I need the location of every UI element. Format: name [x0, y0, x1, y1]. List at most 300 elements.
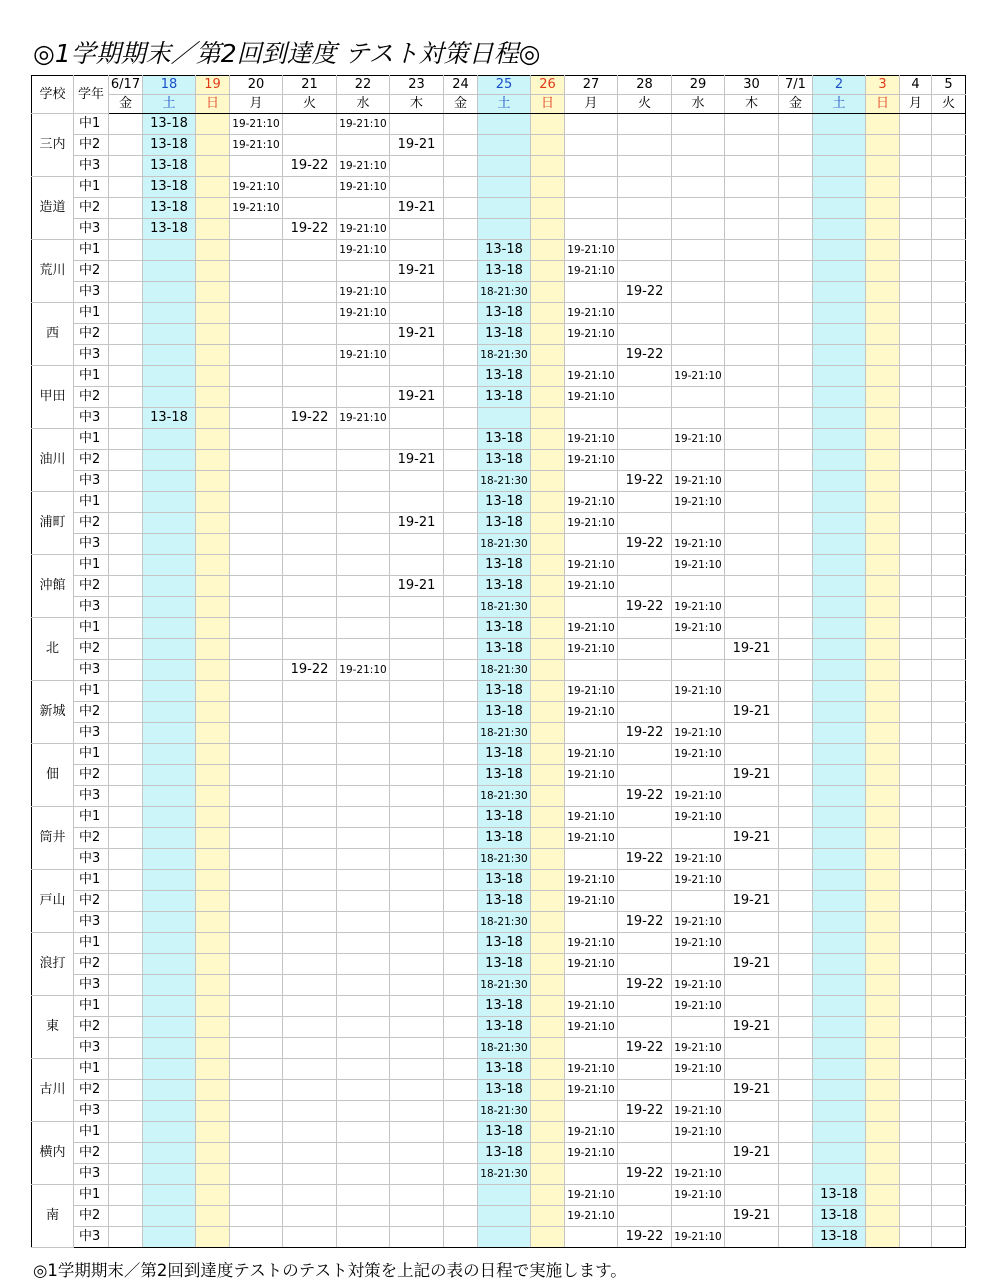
schedule-cell — [866, 954, 900, 975]
schedule-cell: 19-21:10 — [672, 1185, 725, 1206]
schedule-cell — [672, 639, 725, 660]
schedule-cell — [390, 408, 444, 429]
schedule-cell — [866, 156, 900, 177]
schedule-cell — [618, 744, 672, 765]
schedule-cell — [779, 975, 813, 996]
schedule-cell — [932, 198, 966, 219]
schedule-cell — [337, 702, 390, 723]
schedule-cell — [143, 345, 196, 366]
schedule-cell — [230, 912, 283, 933]
schedule-cell — [337, 1206, 390, 1227]
table-row — [32, 156, 966, 177]
schedule-cell — [230, 1017, 283, 1038]
schedule-cell — [813, 1059, 866, 1080]
schedule-cell — [779, 513, 813, 534]
schedule-cell: 19-21:10 — [565, 1122, 618, 1143]
schedule-cell: 19-22 — [283, 156, 337, 177]
schedule-cell: 13-18 — [478, 492, 531, 513]
schedule-cell — [109, 702, 143, 723]
schedule-cell: 19-21:10 — [672, 1227, 725, 1248]
grade-label: 中2 — [74, 1017, 109, 1038]
schedule-cell — [672, 135, 725, 156]
schedule-cell — [444, 366, 478, 387]
schedule-cell: 18-21:30 — [478, 471, 531, 492]
schedule-cell — [143, 807, 196, 828]
schedule-cell — [900, 492, 932, 513]
schedule-cell: 13-18 — [813, 1185, 866, 1206]
schedule-cell — [390, 156, 444, 177]
schedule-cell — [531, 219, 565, 240]
schedule-cell — [618, 870, 672, 891]
schedule-cell — [672, 387, 725, 408]
schedule-cell — [478, 219, 531, 240]
schedule-cell — [866, 807, 900, 828]
schedule-cell — [109, 555, 143, 576]
schedule-cell — [109, 618, 143, 639]
schedule-cell — [109, 912, 143, 933]
schedule-cell — [932, 1143, 966, 1164]
schedule-cell — [866, 975, 900, 996]
schedule-cell — [109, 765, 143, 786]
schedule-cell — [725, 597, 779, 618]
schedule-cell — [932, 660, 966, 681]
schedule-cell — [779, 933, 813, 954]
schedule-cell — [565, 198, 618, 219]
schedule-cell: 19-21:10 — [565, 303, 618, 324]
schedule-cell — [531, 618, 565, 639]
schedule-cell — [866, 891, 900, 912]
schedule-cell — [283, 261, 337, 282]
schedule-cell — [444, 765, 478, 786]
schedule-cell — [932, 702, 966, 723]
schedule-cell — [932, 366, 966, 387]
schedule-cell — [866, 912, 900, 933]
header-weekday: 金 — [109, 95, 143, 114]
schedule-cell — [725, 135, 779, 156]
header-weekday: 木 — [390, 95, 444, 114]
schedule-cell — [725, 513, 779, 534]
schedule-cell — [672, 828, 725, 849]
schedule-cell — [725, 786, 779, 807]
schedule-cell — [444, 1038, 478, 1059]
schedule-cell — [109, 1206, 143, 1227]
schedule-cell: 19-21:10 — [230, 135, 283, 156]
schedule-cell — [283, 450, 337, 471]
schedule-cell — [900, 681, 932, 702]
schedule-cell — [196, 114, 230, 135]
schedule-cell — [478, 1227, 531, 1248]
schedule-cell — [672, 1080, 725, 1101]
schedule-cell: 19-22 — [618, 345, 672, 366]
schedule-cell — [618, 954, 672, 975]
schedule-cell — [196, 198, 230, 219]
schedule-cell: 19-21:10 — [230, 114, 283, 135]
schedule-cell — [531, 471, 565, 492]
schedule-cell — [531, 933, 565, 954]
schedule-cell — [478, 1185, 531, 1206]
schedule-cell — [531, 828, 565, 849]
schedule-cell — [932, 387, 966, 408]
schedule-cell — [230, 240, 283, 261]
schedule-cell — [866, 1185, 900, 1206]
schedule-cell — [779, 429, 813, 450]
schedule-cell — [109, 156, 143, 177]
schedule-cell — [230, 702, 283, 723]
header-date: 4 — [900, 76, 932, 95]
schedule-cell — [618, 639, 672, 660]
schedule-cell — [779, 261, 813, 282]
schedule-cell — [109, 723, 143, 744]
schedule-cell — [283, 597, 337, 618]
table-row — [32, 744, 966, 765]
schedule-cell — [725, 1227, 779, 1248]
schedule-cell: 18-21:30 — [478, 975, 531, 996]
table-row — [32, 807, 966, 828]
grade-label: 中1 — [74, 618, 109, 639]
grade-label: 中3 — [74, 849, 109, 870]
schedule-cell: 19-21:10 — [672, 849, 725, 870]
schedule-cell — [444, 1101, 478, 1122]
schedule-cell — [390, 555, 444, 576]
schedule-cell: 19-21:10 — [565, 1017, 618, 1038]
schedule-cell: 13-18 — [478, 1059, 531, 1080]
schedule-cell — [900, 807, 932, 828]
schedule-cell — [866, 849, 900, 870]
schedule-cell — [618, 681, 672, 702]
schedule-cell: 19-21:10 — [565, 240, 618, 261]
schedule-cell — [531, 996, 565, 1017]
schedule-cell — [444, 744, 478, 765]
schedule-cell — [196, 282, 230, 303]
schedule-cell — [725, 1164, 779, 1185]
grade-label: 中2 — [74, 135, 109, 156]
schedule-cell — [109, 492, 143, 513]
schedule-cell — [813, 975, 866, 996]
schedule-cell: 13-18 — [478, 450, 531, 471]
header-weekday: 金 — [444, 95, 478, 114]
schedule-cell — [813, 198, 866, 219]
schedule-cell — [283, 1059, 337, 1080]
schedule-cell — [932, 534, 966, 555]
schedule-cell — [230, 282, 283, 303]
schedule-cell — [725, 324, 779, 345]
school-name: 筒井 — [32, 807, 74, 870]
header-grade: 学年 — [74, 76, 109, 114]
schedule-cell — [900, 387, 932, 408]
schedule-cell — [143, 471, 196, 492]
schedule-cell: 19-22 — [618, 912, 672, 933]
schedule-cell — [725, 261, 779, 282]
schedule-cell — [337, 492, 390, 513]
schedule-cell — [283, 1206, 337, 1227]
schedule-cell — [230, 996, 283, 1017]
schedule-cell: 19-21:10 — [672, 933, 725, 954]
grade-label: 中2 — [74, 324, 109, 345]
schedule-cell — [900, 156, 932, 177]
schedule-cell — [109, 513, 143, 534]
schedule-cell — [196, 1185, 230, 1206]
schedule-cell — [230, 681, 283, 702]
schedule-cell — [444, 954, 478, 975]
schedule-cell — [900, 1101, 932, 1122]
schedule-cell — [813, 135, 866, 156]
schedule-cell: 19-21:10 — [337, 156, 390, 177]
schedule-cell — [866, 1122, 900, 1143]
schedule-cell — [196, 324, 230, 345]
schedule-cell — [531, 1017, 565, 1038]
schedule-cell — [725, 114, 779, 135]
schedule-cell: 19-21:10 — [230, 177, 283, 198]
schedule-cell — [618, 513, 672, 534]
schedule-cell — [531, 261, 565, 282]
schedule-cell — [196, 1206, 230, 1227]
schedule-cell — [900, 576, 932, 597]
table-row — [32, 1059, 966, 1080]
table-row — [32, 1164, 966, 1185]
schedule-cell: 13-18 — [143, 135, 196, 156]
schedule-cell — [283, 828, 337, 849]
schedule-cell: 19-22 — [618, 786, 672, 807]
schedule-cell: 19-21:10 — [565, 1080, 618, 1101]
schedule-cell — [932, 219, 966, 240]
schedule-cell — [196, 975, 230, 996]
schedule-cell — [283, 576, 337, 597]
schedule-cell — [813, 849, 866, 870]
schedule-cell — [725, 849, 779, 870]
schedule-cell — [866, 660, 900, 681]
schedule-cell — [531, 870, 565, 891]
schedule-cell: 19-21:10 — [565, 450, 618, 471]
schedule-cell — [143, 765, 196, 786]
schedule-cell — [444, 786, 478, 807]
schedule-cell — [618, 303, 672, 324]
schedule-cell — [725, 1185, 779, 1206]
schedule-cell — [725, 996, 779, 1017]
schedule-cell — [813, 744, 866, 765]
schedule-cell — [143, 1038, 196, 1059]
schedule-cell — [196, 1143, 230, 1164]
schedule-cell — [725, 1122, 779, 1143]
schedule-cell — [900, 366, 932, 387]
schedule-cell — [196, 177, 230, 198]
schedule-cell — [283, 1080, 337, 1101]
schedule-cell — [779, 408, 813, 429]
schedule-cell: 13-18 — [143, 219, 196, 240]
table-row — [32, 1101, 966, 1122]
schedule-cell — [230, 660, 283, 681]
schedule-cell — [337, 324, 390, 345]
schedule-cell — [900, 408, 932, 429]
schedule-cell — [725, 177, 779, 198]
schedule-cell — [932, 1101, 966, 1122]
schedule-cell — [531, 555, 565, 576]
schedule-cell — [932, 303, 966, 324]
schedule-cell — [230, 1059, 283, 1080]
schedule-cell — [779, 471, 813, 492]
schedule-cell — [725, 807, 779, 828]
schedule-cell — [813, 702, 866, 723]
schedule-cell — [565, 1101, 618, 1122]
schedule-cell — [109, 744, 143, 765]
schedule-cell — [531, 282, 565, 303]
schedule-cell — [531, 408, 565, 429]
schedule-cell — [672, 660, 725, 681]
schedule-cell — [900, 429, 932, 450]
schedule-cell — [531, 429, 565, 450]
schedule-cell — [143, 324, 196, 345]
schedule-cell — [143, 261, 196, 282]
schedule-cell: 19-21:10 — [565, 324, 618, 345]
table-row — [32, 450, 966, 471]
schedule-cell: 19-22 — [618, 975, 672, 996]
schedule-cell — [444, 1059, 478, 1080]
schedule-cell — [444, 1227, 478, 1248]
table-row — [32, 387, 966, 408]
schedule-cell — [725, 723, 779, 744]
schedule-cell — [196, 639, 230, 660]
schedule-cell — [196, 828, 230, 849]
header-weekday: 木 — [725, 95, 779, 114]
schedule-cell — [725, 345, 779, 366]
schedule-cell — [230, 639, 283, 660]
schedule-cell — [565, 177, 618, 198]
schedule-cell — [444, 660, 478, 681]
schedule-cell — [565, 912, 618, 933]
schedule-cell — [143, 282, 196, 303]
schedule-cell — [900, 534, 932, 555]
schedule-cell — [866, 765, 900, 786]
schedule-cell — [672, 1206, 725, 1227]
schedule-cell — [230, 387, 283, 408]
schedule-cell — [779, 555, 813, 576]
schedule-cell — [337, 1017, 390, 1038]
schedule-cell: 19-21 — [725, 765, 779, 786]
schedule-cell — [109, 1038, 143, 1059]
schedule-cell: 13-18 — [478, 639, 531, 660]
schedule-cell — [932, 1206, 966, 1227]
schedule-cell: 13-18 — [478, 513, 531, 534]
schedule-cell — [725, 576, 779, 597]
schedule-cell — [230, 261, 283, 282]
schedule-cell — [196, 534, 230, 555]
schedule-cell — [478, 156, 531, 177]
schedule-cell — [390, 114, 444, 135]
schedule-cell — [932, 471, 966, 492]
schedule-cell — [390, 303, 444, 324]
schedule-cell — [390, 1059, 444, 1080]
schedule-cell — [230, 471, 283, 492]
schedule-cell — [109, 975, 143, 996]
table-row — [32, 996, 966, 1017]
schedule-cell — [283, 870, 337, 891]
table-row — [32, 366, 966, 387]
schedule-cell — [618, 114, 672, 135]
table-row — [32, 177, 966, 198]
schedule-cell: 13-18 — [478, 240, 531, 261]
schedule-cell — [932, 723, 966, 744]
schedule-cell — [866, 450, 900, 471]
schedule-cell — [725, 387, 779, 408]
schedule-cell — [230, 786, 283, 807]
table-row — [32, 240, 966, 261]
schedule-cell — [109, 786, 143, 807]
schedule-cell — [866, 1206, 900, 1227]
schedule-cell — [143, 702, 196, 723]
schedule-cell: 13-18 — [478, 891, 531, 912]
schedule-cell: 13-18 — [143, 177, 196, 198]
schedule-cell — [143, 1059, 196, 1080]
schedule-cell — [866, 744, 900, 765]
schedule-cell — [109, 177, 143, 198]
schedule-cell — [444, 1206, 478, 1227]
schedule-cell — [900, 891, 932, 912]
schedule-cell — [196, 954, 230, 975]
schedule-cell — [531, 975, 565, 996]
grade-label: 中3 — [74, 282, 109, 303]
schedule-cell — [725, 534, 779, 555]
schedule-cell: 19-21 — [390, 450, 444, 471]
schedule-cell — [230, 723, 283, 744]
schedule-cell — [531, 345, 565, 366]
schedule-cell — [283, 513, 337, 534]
schedule-cell — [337, 135, 390, 156]
schedule-cell — [478, 177, 531, 198]
schedule-cell — [390, 912, 444, 933]
schedule-cell — [531, 1227, 565, 1248]
schedule-cell — [196, 849, 230, 870]
schedule-cell — [196, 555, 230, 576]
schedule-cell: 19-21:10 — [337, 282, 390, 303]
schedule-cell — [143, 450, 196, 471]
schedule-cell — [813, 954, 866, 975]
schedule-cell — [531, 912, 565, 933]
schedule-cell — [230, 618, 283, 639]
schedule-cell — [390, 891, 444, 912]
schedule-cell: 13-18 — [143, 408, 196, 429]
schedule-cell — [444, 933, 478, 954]
school-name: 浪打 — [32, 933, 74, 996]
table-row — [32, 408, 966, 429]
schedule-cell — [230, 429, 283, 450]
schedule-cell — [230, 303, 283, 324]
schedule-cell — [813, 1164, 866, 1185]
schedule-cell — [143, 912, 196, 933]
schedule-cell — [109, 1080, 143, 1101]
schedule-cell — [531, 1164, 565, 1185]
schedule-cell: 18-21:30 — [478, 849, 531, 870]
schedule-cell — [143, 639, 196, 660]
schedule-cell — [531, 303, 565, 324]
schedule-cell — [813, 261, 866, 282]
schedule-cell — [779, 639, 813, 660]
schedule-cell: 13-18 — [478, 1080, 531, 1101]
school-name: 造道 — [32, 177, 74, 240]
schedule-cell — [196, 492, 230, 513]
schedule-cell — [337, 597, 390, 618]
table-row — [32, 765, 966, 786]
schedule-cell — [444, 639, 478, 660]
schedule-cell — [337, 996, 390, 1017]
schedule-cell: 18-21:30 — [478, 534, 531, 555]
schedule-cell — [813, 555, 866, 576]
schedule-cell — [531, 597, 565, 618]
schedule-cell — [531, 534, 565, 555]
schedule-cell — [283, 114, 337, 135]
schedule-cell — [866, 219, 900, 240]
header-date: 26 — [531, 76, 565, 95]
schedule-cell — [390, 1122, 444, 1143]
schedule-cell — [779, 450, 813, 471]
